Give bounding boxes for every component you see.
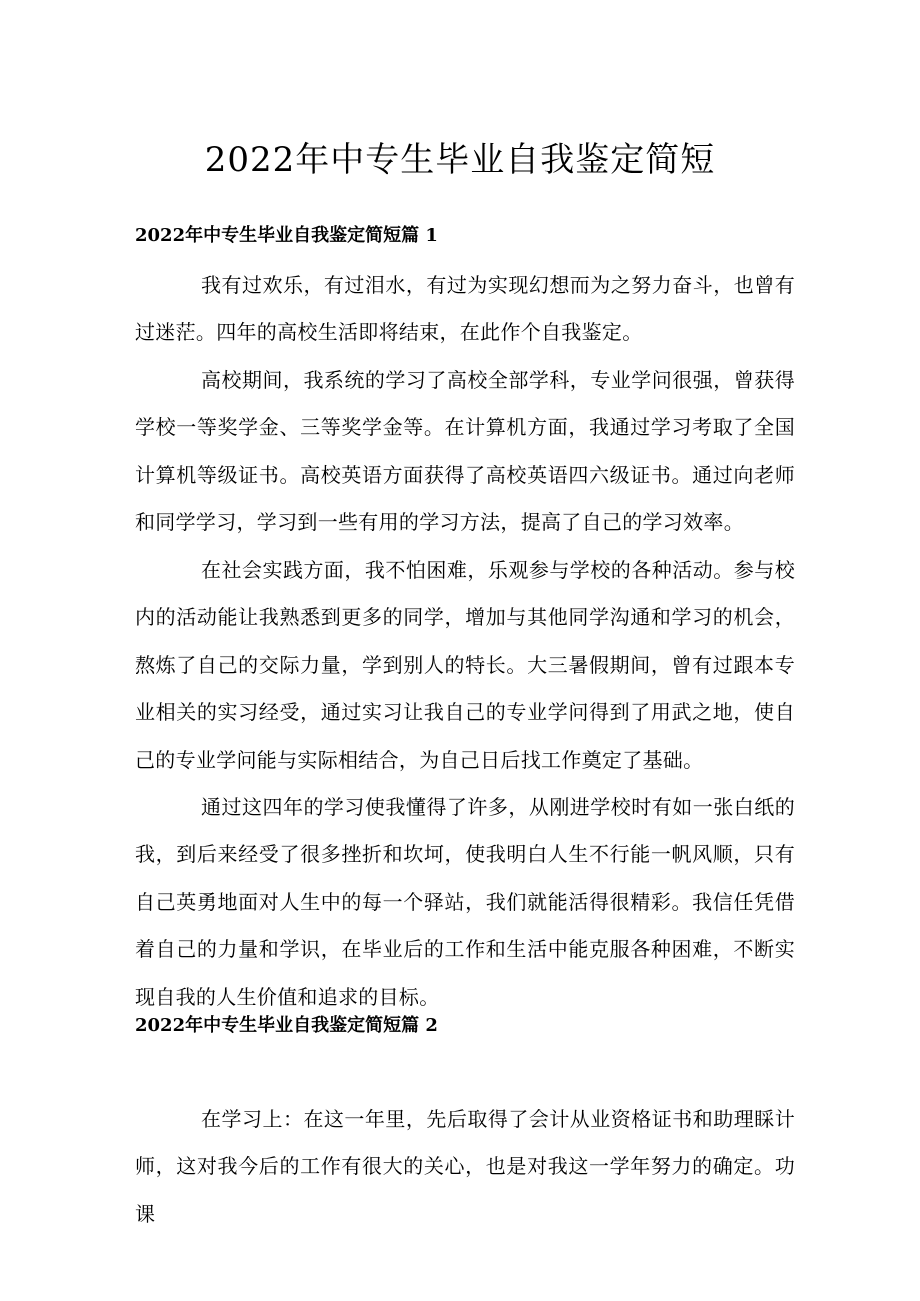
document-title: 2022年中专生毕业自我鉴定简短 <box>204 140 716 180</box>
paragraph: 通过这四年的学习使我懂得了许多，从刚进学校时有如一张白纸的我，到后来经受了很多挫折和坎坷，使我明白人生不行能一帆风顺，只有自己英勇地面对人生中的每一个驿站，我们就能活得很精彩。我信任凭借着自己的力量和学识，在毕业后的工作和生活中能克服各种困难，不断实现自我的人生价值和追求的目标。 <box>135 795 795 1009</box>
paragraph: 我有过欢乐，有过泪水，有过为实现幻想而为之努力奋斗，也曾有过迷茫。四年的高校生活即将结束，在此作个自我鉴定。 <box>135 273 795 345</box>
paragraph: 高校期间，我系统的学习了高校全部学科，专业学问很强，曾获得学校一等奖学金、三等奖学金等。在计算机方面，我通过学习考取了全国计算机等级证书。高校英语方面获得了高校英语四六级证书。通过向老师和同学学习，学习到一些有用的学习方法，提高了自己的学习效率。 <box>135 368 795 535</box>
paragraph: 在社会实践方面，我不怕困难，乐观参与学校的各种活动。参与校内的活动能让我熟悉到更多的同学，增加与其他同学沟通和学习的机会，熬炼了自己的交际力量，学到别人的特长。大三暑假期间，曾有过跟本专业相关的实习经受，通过实习让我自己的专业学问得到了用武之地，使自己的专业学问能与实际相结合，为自己日后找工作奠定了基础。 <box>135 558 795 772</box>
section-heading-1: 2022年中专生毕业自我鉴定简短篇 1 <box>135 225 438 246</box>
paragraph: 在学习上：在这一年里，先后取得了会计从业资格证书和助理睬计师，这对我今后的工作有很大的关心，也是对我这一学年努力的确定。功课 <box>135 1107 795 1226</box>
section-heading-2: 2022年中专生毕业自我鉴定简短篇 2 <box>135 1015 438 1036</box>
